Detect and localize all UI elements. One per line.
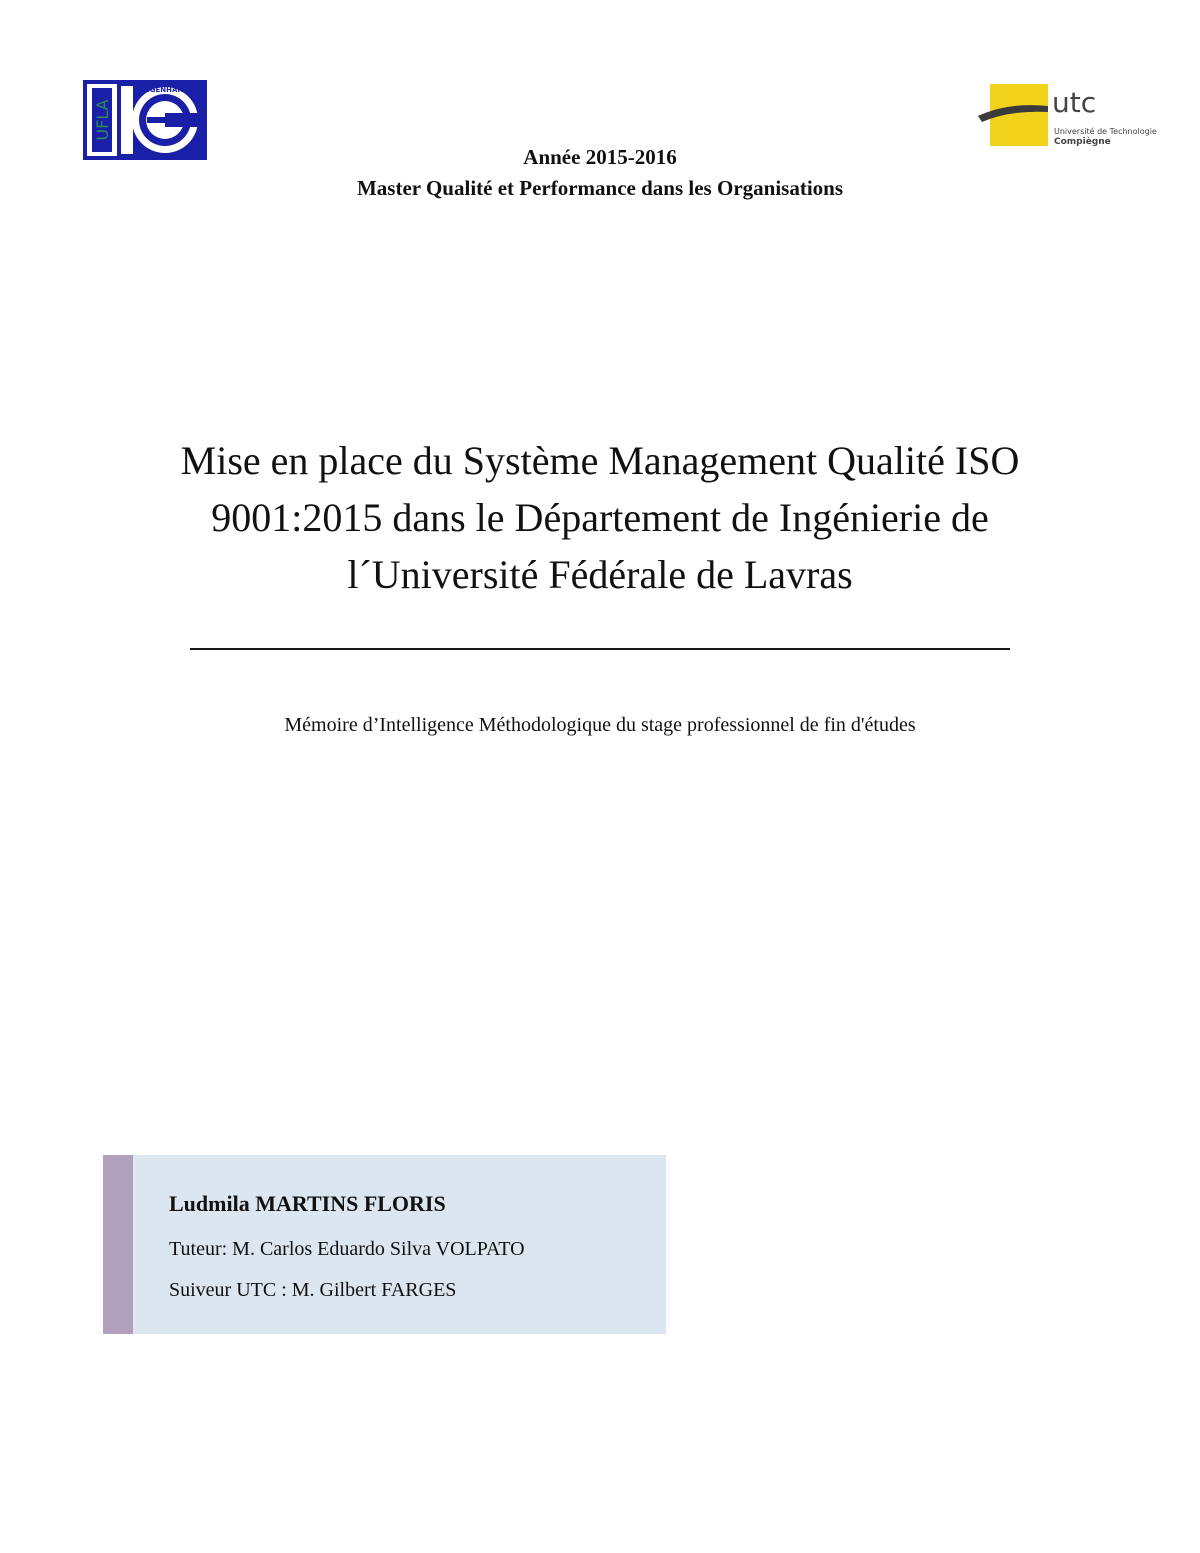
tutor-line: Tuteur: M. Carlos Eduardo Silva VOLPATO — [169, 1238, 525, 1260]
follower-line: Suiveur UTC : M. Gilbert FARGES — [169, 1279, 457, 1301]
svg-text:Compiègne: Compiègne — [1054, 137, 1111, 147]
svg-text:Université de Technologie: Université de Technologie — [1054, 127, 1157, 136]
header-block — [0, 142, 1200, 204]
author-box-accent-bar — [103, 1155, 133, 1334]
academic-year: Année 2015-2016 — [523, 145, 677, 169]
svg-text:utc: utc — [1052, 86, 1097, 119]
utc-logo — [978, 84, 1157, 148]
author-name: Ludmila MARTINS FLORIS — [169, 1191, 446, 1216]
svg-text:UFLA: UFLA — [93, 99, 112, 141]
author-box — [103, 1155, 666, 1334]
title-divider — [190, 648, 1010, 650]
title-line-2: 9001:2015 dans le Département de Ingénierie de — [211, 495, 989, 540]
title-line-1: Mise en place du Système Management Qualité ISO — [180, 438, 1020, 483]
program-name: Master Qualité et Performance dans les Organisations — [356, 176, 844, 200]
utc-logo-graphic — [978, 84, 1157, 148]
title-line-3: l´Université Fédérale de Lavras — [347, 552, 853, 597]
svg-text:ENGENHARIA: ENGENHARIA — [139, 86, 191, 94]
document-title — [100, 432, 1100, 603]
document-subtitle: Mémoire d’Intelligence Méthodologique du stage professionnel de fin d'études — [284, 714, 916, 736]
